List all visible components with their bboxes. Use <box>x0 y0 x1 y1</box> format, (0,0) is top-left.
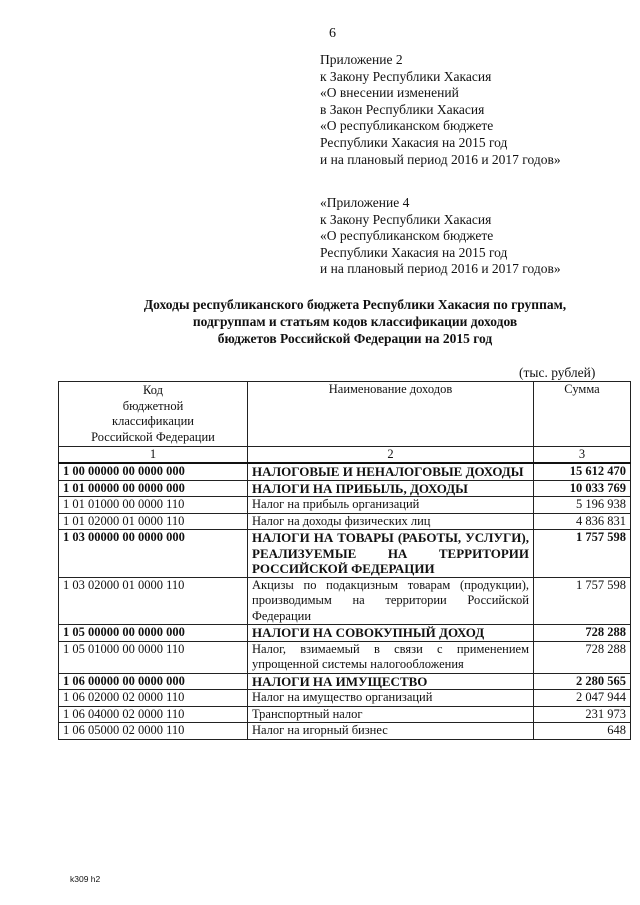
revenue-sum-cell: 2 047 944 <box>534 690 631 707</box>
title-line: Доходы республиканского бюджета Республики Хакасия по группам, <box>143 297 567 312</box>
table-row <box>59 480 631 497</box>
appendix-4-header <box>320 195 561 278</box>
classification-code-cell: 1 03 02000 01 0000 110 <box>59 577 248 625</box>
appendix-line: к Закону Республики Хакасия <box>320 68 492 84</box>
title-line: подгруппам и статьям кодов классификации доходов <box>192 314 518 329</box>
code-column-header <box>59 382 248 447</box>
revenue-sum-cell: 648 <box>534 723 631 740</box>
revenue-sum-cell: 1 757 598 <box>534 530 631 578</box>
classification-code-cell: 1 06 05000 02 0000 110 <box>59 723 248 740</box>
appendix-line: Республики Хакасия на 2015 год <box>320 134 508 150</box>
table-row <box>59 530 631 578</box>
appendix-line: и на плановый период 2016 и 2017 годов» <box>320 261 561 277</box>
revenue-table <box>58 381 631 740</box>
revenue-name-cell: Налог на доходы физических лиц <box>248 513 534 530</box>
revenue-sum-cell: 4 836 831 <box>534 513 631 530</box>
revenue-name-cell: НАЛОГИ НА СОВОКУПНЫЙ ДОХОД <box>248 625 534 642</box>
revenue-name-cell: НАЛОГИ НА ИМУЩЕСТВО <box>248 673 534 690</box>
appendix-line: «Приложение 4 <box>320 195 410 210</box>
revenue-sum-cell: 2 280 565 <box>534 673 631 690</box>
appendix-line: в Закон Республики Хакасия <box>320 101 485 117</box>
classification-code-cell: 1 01 01000 00 0000 110 <box>59 497 248 514</box>
table-row <box>59 641 631 673</box>
column-number: 3 <box>534 447 631 464</box>
revenue-sum-cell: 5 196 938 <box>534 497 631 514</box>
revenue-name-cell: НАЛОГИ НА ТОВАРЫ (РАБОТЫ, УСЛУГИ), РЕАЛИЗУЕМЫЕ НА ТЕРРИТОРИИ РОССИЙСКОЙ ФЕДЕРАЦИИ <box>248 530 534 578</box>
revenue-name-cell: Налог на имущество организаций <box>248 690 534 707</box>
code-header-line: Код <box>143 383 163 397</box>
code-header-line: классификации <box>112 414 194 428</box>
title-line: бюджетов Российской Федерации на 2015 год <box>217 331 493 346</box>
appendix-line: Приложение 2 <box>320 52 403 67</box>
appendix-line: «О республиканском бюджете <box>320 228 494 244</box>
table-row <box>59 577 631 625</box>
table-row <box>59 706 631 723</box>
table-row <box>59 463 631 480</box>
appendix-2-header <box>320 52 561 168</box>
appendix-line: к Закону Республики Хакасия <box>320 211 492 227</box>
revenue-sum-cell: 1 757 598 <box>534 577 631 625</box>
sum-column-header: Сумма <box>534 382 631 447</box>
column-number-row <box>59 447 631 464</box>
page-number: 6 <box>329 26 336 41</box>
column-number: 1 <box>59 447 248 464</box>
revenue-name-cell: Акцизы по подакцизным товарам (продукции), производимым на территории Российской Федерации <box>248 577 534 625</box>
table-row <box>59 513 631 530</box>
revenue-name-cell: НАЛОГИ НА ПРИБЫЛЬ, ДОХОДЫ <box>248 480 534 497</box>
revenue-name-cell: Транспортный налог <box>248 706 534 723</box>
revenue-name-cell: Налог на прибыль организаций <box>248 497 534 514</box>
revenue-sum-cell: 728 288 <box>534 625 631 642</box>
classification-code-cell: 1 06 02000 02 0000 110 <box>59 690 248 707</box>
revenue-sum-cell: 10 033 769 <box>534 480 631 497</box>
appendix-line: «О внесении изменений <box>320 85 459 101</box>
revenue-sum-cell: 728 288 <box>534 641 631 673</box>
classification-code-cell: 1 00 00000 00 0000 000 <box>59 463 248 480</box>
document-title <box>60 296 640 347</box>
classification-code-cell: 1 01 02000 01 0000 110 <box>59 513 248 530</box>
column-number: 2 <box>248 447 534 464</box>
classification-code-cell: 1 01 00000 00 0000 000 <box>59 480 248 497</box>
appendix-line: и на плановый период 2016 и 2017 годов» <box>320 151 561 167</box>
classification-code-cell: 1 06 04000 02 0000 110 <box>59 706 248 723</box>
table-row <box>59 497 631 514</box>
table-row <box>59 690 631 707</box>
code-header-line: Российской Федерации <box>91 429 215 444</box>
table-row <box>59 673 631 690</box>
revenue-name-cell: Налог на игорный бизнес <box>248 723 534 740</box>
table-row <box>59 723 631 740</box>
appendix-line: «О республиканском бюджете <box>320 118 494 134</box>
classification-code-cell: 1 05 01000 00 0000 110 <box>59 641 248 673</box>
revenue-sum-cell: 15 612 470 <box>534 463 631 480</box>
classification-code-cell: 1 03 00000 00 0000 000 <box>59 530 248 578</box>
name-column-header: Наименование доходов <box>248 382 534 447</box>
appendix-line: Республики Хакасия на 2015 год <box>320 244 508 260</box>
classification-code-cell: 1 05 00000 00 0000 000 <box>59 625 248 642</box>
revenue-name-cell: Налог, взимаемый в связи с применением упрощенной системы налогообложения <box>248 641 534 673</box>
code-header-line: бюджетной <box>122 398 184 413</box>
table-header-row <box>59 382 631 447</box>
revenue-sum-cell: 231 973 <box>534 706 631 723</box>
table-row <box>59 625 631 642</box>
units-label: (тыс. рублей) <box>519 365 596 380</box>
footer-stamp: k309 h2 <box>70 874 101 884</box>
revenue-name-cell: НАЛОГОВЫЕ И НЕНАЛОГОВЫЕ ДОХОДЫ <box>248 463 534 480</box>
classification-code-cell: 1 06 00000 00 0000 000 <box>59 673 248 690</box>
